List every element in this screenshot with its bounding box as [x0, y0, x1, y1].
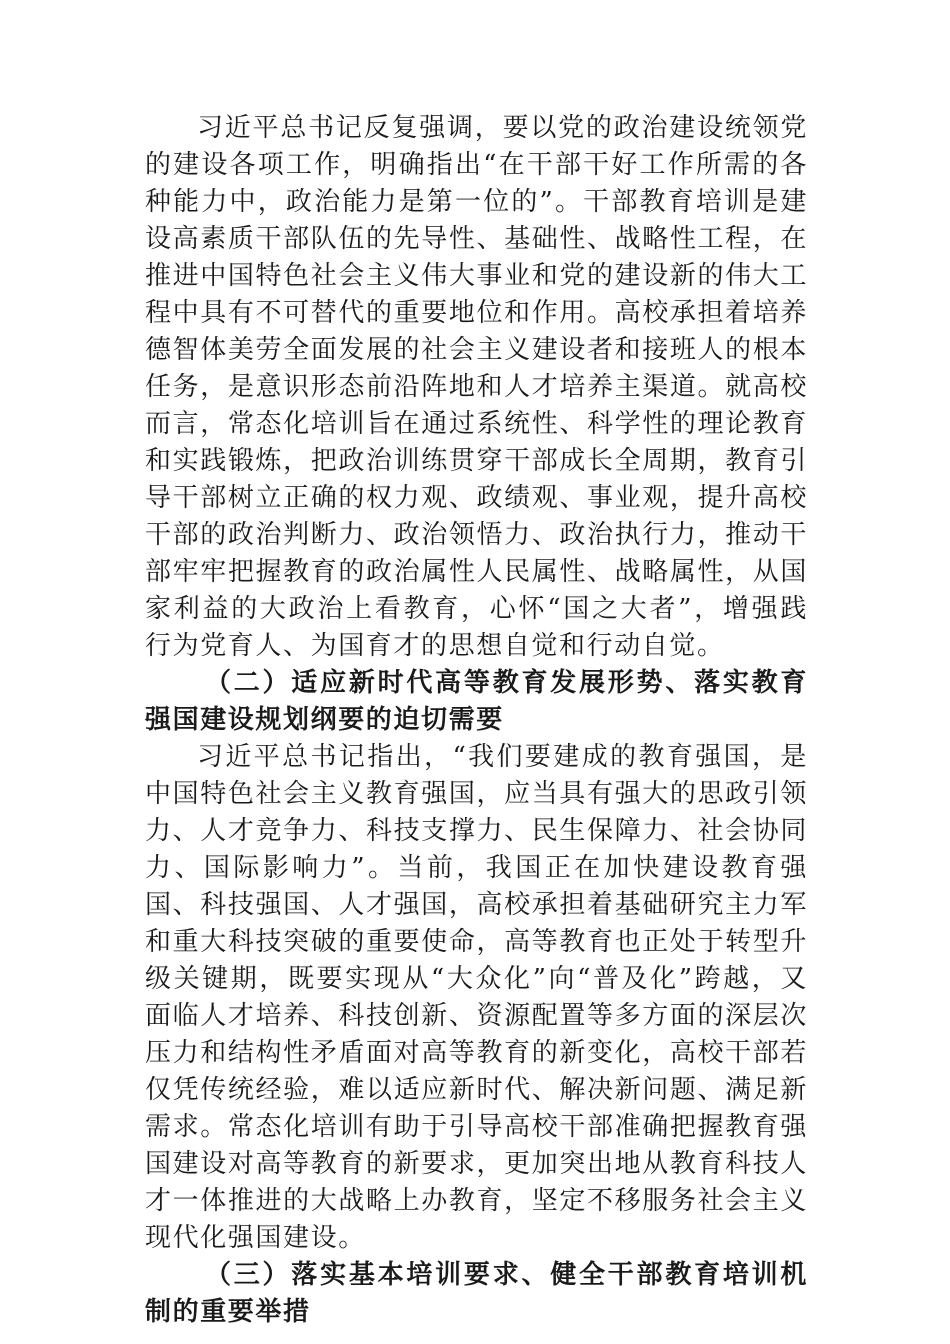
- section-heading-2: （二）适应新时代高等教育发展形势、落实教育强国建设规划纲要的迫切需要: [145, 668, 808, 735]
- body-paragraph-1: 习近平总书记反复强调，要以党的政治建设统领党的建设各项工作，明确指出“在干部干好工作所需的各种能力中，政治能力是第一位的”。干部教育培训是建设高素质干部队伍的先导性、基础性、战略性工程，在推进中国特色社会主义伟大事业和党的建设新的伟大工程中具有不可替代的重要地位和作用。高校承担着培养德智体美劳全面发展的社会主义建设者和接班人的根本任务，是意识形态前沿阵地和人才培养主渠道。就高校而言，常态化培训旨在通过系统性、科学性的理论教育和实践锻炼，把政治训练贯穿干部成长全周期，教育引导干部树立正确的权力观、政绩观、事业观，提升高校干部的政治判断力、政治领悟力、政治执行力，推动干部牢牢把握教育的政治属性人民属性、战略属性，从国家利益的大政治上看教育，心怀“国之大者”，增强践行为党育人、为国育才的思想自觉和行动自觉。: [145, 113, 808, 661]
- body-paragraph-2: 习近平总书记指出，“我们要建成的教育强国，是中国特色社会主义教育强国，应当具有强大的思政引领力、人才竞争力、科技支撑力、民生保障力、社会协同力、国际影响力”。当前，我国正在加快建设教育强国、科技强国、人才强国，高校承担着基础研究主力军和重大科技突破的重要使命，高等教育也正处于转型升级关键期，既要实现从“大众化”向“普及化”跨越，又面临人才培养、科技创新、资源配置等多方面的深层次压力和结构性矛盾面对高等教育的新变化，高校干部若仅凭传统经验，难以适应新时代、解决新问题、满足新需求。常态化培训有助于引导高校干部准确把握教育强国建设对高等教育的新要求，更加突出地从教育科技人才一体推进的大战略上办教育，坚定不移服务社会主义现代化强国建设。: [145, 742, 808, 1253]
- document-page: [145, 110, 808, 1331]
- section-heading-3: （三）落实基本培训要求、健全干部教育培训机制的重要举措: [145, 1260, 808, 1327]
